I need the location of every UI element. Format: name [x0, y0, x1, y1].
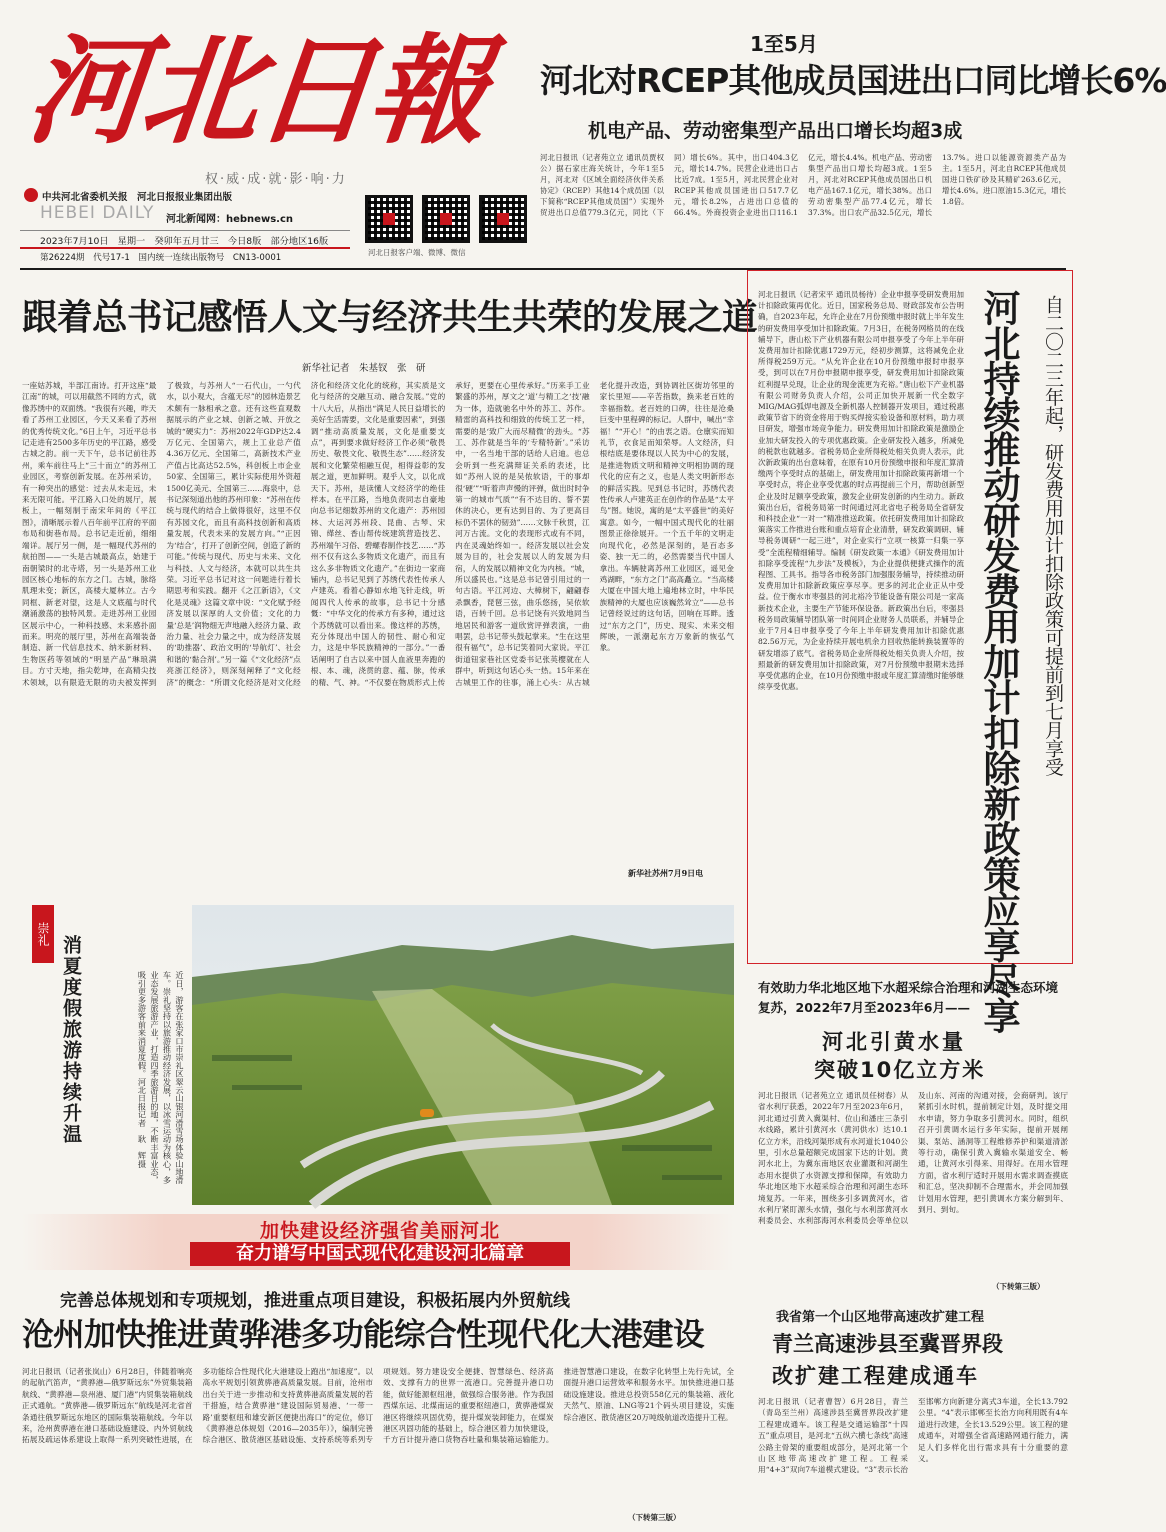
- lead-story-sign-off: 新华社苏州7月9日电: [628, 868, 704, 878]
- port-story-headline: 沧州加快推进黄骅港多功能综合性现代化大港建设: [22, 1317, 705, 1353]
- qr-caption: 河北日报客户端、微博、微信: [368, 248, 466, 257]
- port-story-continued: （下转第三版）: [628, 1513, 681, 1522]
- lead-story-byline: 新华社记者 朱基钗 张 研: [302, 363, 426, 374]
- website: 河北新闻网：hebnews.cn: [166, 214, 293, 225]
- port-story: [22, 1280, 734, 1526]
- featured-box-body: 河北日报讯（记者宋平 通讯员杨待）企业申报享受研发费用加计扣除政策再优化。近日，国家税务总局、财政部发布公告明确，自2023年起，允许企业在7月份预缴申报时就上半年发生的研发费用享受加计扣除政策。7月3日，在税务网格员的在线辅导下，唐山松下产业机器有限公司申报享受了今年上半年研发费用加计扣除优惠1729万元，经初步测算，这将减免企业所得税259万元。“从允许企业在10月份预缴申报时申报享受，到可以在7月份申报期申报享受，研发费用加计扣除政策红利提早兑现，让企业的现金流更为充裕。”唐山松下产业机器有限公司财务负责人介绍，公司正加快开展新一代全数字MIG/MAG弧焊电源及全新机器人控制器开发项目，通过税惠政策节省下的资金将用于购买焊接实验设备和原材料，助力项目研发，增强市场竞争能力。研发费用加计扣除政策是激励企业加大研发投入的专项优惠政策。企业研发投入越多，所减免的税款也就越多。省税务局企业所得税处相关负责人表示，此次新政策的出台意味着，在原有10月份预缴申报和年度汇算清缴两个享受时点的基础上，研发费用加计扣除政策再新增一个享受时点，将企业享受优惠的时点再提前三个月，帮助创新型企业及时足额享受政策，激发企业研发创新的内生动力。新政策出台后，省税务局第一时间通过河北省电子税务局全省研发和科技企业“一对一”精准推送政策。依托研发费用加计扣除政策落实工作推进台账和重点培育企业清册，研发政策调研、辅导税务调研“一起三进”，对企业实行“立项一核算一归集一享受”全流程精细辅导。编制《研发政策一本通》《研发费用加计扣除享受流程“九步法”及模板》，为企业提供便捷式操作的流程图、工具书。指导各市税务部门加强服务辅导，持续推动研发费用加计扣除新政策应享尽享。更多的河北企业正从中受益。位于衡水市枣强县的河北裕冷节能设备有限公司是一家高新技术企业，主要生产节能环保设备。新政策出台后，枣强县税务局政策辅导团队第一时间同企业财务人员联系，并辅导企业于7月4日申报享受了今年上半年研发费用加计扣除优惠82.56万元，为企业持续开展电机余力回收热能转换装置等的研发增添了底气。省税务局企业所得税处相关负责人介绍，按照最新的研发费用加计扣除政策，对7月份预缴申报期未选择享受优惠的企业，在10月份预缴申报或年度汇算清缴时能够继续享受优惠。: [758, 290, 964, 692]
- lead-story-headline: 跟着总书记感悟人文与经济共生共荣的发展之道: [22, 297, 758, 338]
- highway-story-headline-line1: 青兰高速涉县至冀晋界段: [772, 1332, 1003, 1356]
- motto: 权·威·成·就·影·响·力: [205, 172, 347, 187]
- water-story: [752, 978, 1068, 1300]
- newspaper-logo: 河北日報: [20, 21, 492, 160]
- date-line: 2023年7月10日 星期一 癸卯年五月廿三 今日8版 部分地区16版: [40, 236, 329, 247]
- water-story-kicker: 有效助力华北地区地下水超采综合治理和河湖生态环境复苏，2022年7月至2023年6月——: [758, 980, 1059, 1015]
- highway-story: [752, 1304, 1068, 1526]
- featured-box-headline-side: 自二〇二三年起，研发费用加计扣除政策可提前到七月享受: [1042, 295, 1064, 776]
- port-story-subhead: 完善总体规划和专项规划，推进重点项目建设，积极拓展内外贸航线: [60, 1291, 570, 1311]
- photo-title: 消夏度假旅游持续升温: [60, 935, 82, 1145]
- issue-line: 第26224期 代号17-1 国内统一连续出版物号 CN13-0001: [40, 253, 282, 263]
- qr-code-weibo-icon: [422, 195, 470, 243]
- lead-story: [22, 276, 758, 886]
- photo-feature: [22, 905, 734, 1205]
- water-story-continued: （下转第三版）: [992, 1282, 1045, 1291]
- photo-alpine-coaster: [192, 905, 734, 1205]
- masthead-rule: [20, 230, 350, 231]
- english-name: HEBEI DAILY: [40, 203, 155, 223]
- lead-story-body: 一座姑苏城，半部江南诗。打开这座“最江南”的城，可以用截然不同的方式，就像苏绣中的双面绣。“我很有兴趣，昨天看了苏州工业园区，今天又来看了苏州的优秀传统文化。”6日上午，习近平总书记走进有2500多年历史的平江路，感受古城之韵。前一天下午，总书记前往苏州，乘车前往马上“三十而立”的苏州工业园区，考察创新发展。在苏州采访，有一种突出的感觉：过去从未走远，未来无限可能。平江路入口处的展厅，展板上，一幅刻制于南宋年间的《平江图》，清晰展示着八百年前平江府的平面布局和街巷布局。总书记走近前，细细端详。展厅另一侧，是一幅现代苏州的航拍图——一头是古城最高点，始建于南朝梁时的北寺塔，另一头是苏州工业园区核心地标的东方之门。古城，脉络肌理未变；新区，高楼大厦林立。古今同框、新老对望，这是人文底蕴与时代潮涌激荡的独特风景。走进苏州工业园区展示中心，一种科技感、未来感扑面而来。明亮的展厅里，苏州在高端装备制造、新一代信息技术、纳米新材料、生物医药等领域的“明星产品”琳琅满目。方寸天地，指尖乾坤，在高精尖技术领域，以有限造无限的功夫被发挥到了极致，与苏州人“一石代山，一勺代水，以小观大，含蕴无尽”的园林造景艺术颇有一脉相承之意。还有这些直观数据展示的产业之城、创新之城、开放之城的“硬实力”：苏州2022年GDP达2.4万亿元、全国第六，规上工业总产值4.36万亿元、全国第二，高新技术产业产值占比高达52.5%，科创板上市企业50家、全国第三，累计实际使用外资超1500亿美元、全国第三……海泉中，总书记深刻道出他的苏州印象：“苏州在传统与现代的结合上做得很好，这里不仅有苏园文化，而且有高科技创新和高质量发展，代表未来的发展方向。”“正因为‘结合’，打开了创新空间，创造了新的可能。”传统与现代、历史与未来、文化与科技、人文与经济，本就可以共生共荣。习近平总书记对这一问题进行着长期思考和实践。翻开《之江新语》，《文化是灵魂》这篇文章中说：“文化赋予经济发展以深厚的人文价值；文化的力量‘总是’润物细无声地融入经济力量、政治力量、社会力量之中，成为经济发展的‘助推器’、政治文明的‘导航灯’、社会和谐的‘黏合剂’。”另一篇《“文化经济”点亮浙江经济》，则深刻阐释了“文化经济”的概念：“所谓文化经济是对文化经济化和经济文化化的统称，其实质是文化与经济的交融互动、融合发展。”党的十八大后，从指出“满足人民日益增长的美好生活需要，文化是重要因素”，到强调“推动高质量发展，文化是重要支点”，再到要求做好经济工作必须“敬畏历史、敬畏文化、敬畏生态”……经济发展和文化繁荣相融互促，相得益彰的发展之道，更加鲜明。观乎人文，以化成天下。苏州，是读懂人文经济学的绝佳样本。在平江路，当地负责同志自豪地向总书记细数苏州的文化遗产：苏州园林、大运河苏州段、昆曲、古琴、宋锦、缂丝、香山帮传统建筑营造技艺、苏州端午习俗、碧螺春制作技艺……“苏州不仅有这么多物质文化遗产，而且有这么多非物质文化遗产。”在街边一家商铺内，总书记见到了苏绣代表性传承人卢建英。看着心静如水地飞针走线，听闻四代人传承的故事，总书记十分感慨：“中华文化的传承方有多种，通过这个苏绣就可以看出来。像这样的苏绣，充分体现出中国人的韧性、耐心和定力，这是中华民族精神的一部分。”一番话阐明了自古以来中国人血液里奔跑的根、本、魂，浇贯的意、蕴、脉，传承的精、气、神。“不仅要在物质形式上传承好，更要在心里传承好。”历来手工业繁盛的苏州，厚文之‘道’与精工之‘技’融为一体，造就驰名中外的苏工、苏作。精雷的高科技和细致的传统工艺一样，需要的是‘致广大而尽精微’的劲头。“苏工、苏作就是当年的‘专精特新’。”采访中，一名当地干部的话给人启迪。也总会听到一些充满辩证关系的表述，比如“苏州人说的是吴侬软语，干的事却很‘硬’”“听着声声慢的评弹，做出时时争第一的城市气质”“有不达目的、誓不罢休的决心，更有达到目的、为了更高目标仍不罢休的韧劲”……文脉千秋贯，江河万古流。文化的表现形式或有不同，内在灵魂始终如一。经济发展以社会发展为目的，社会发展以人的发展为归宿，人的发展以精神文化为内核。“城，所以盛民也。”这是总书记曾引用过的一句古语。平江河边、大樟树下，翩翩春杀飘香，琵琶三弦，曲乐悠扬，吴依软语，百转千回。总书记饶有兴致地同当地居民和游客一道欣赏评弹表演，一曲唱罢，总书记带头鼓起掌来。“生在这里很有福气”，总书记笑着同大家说。平江街道钮家巷社区党委书记张英樱就在人群中，听到这句话心头一热。15年来在古城里工作的往事，涌上心头：从古城老化提升改造，到协调社区街坊邻里的家长里短——辛苦指数，换来老百姓的幸福指数。老百姓的口碑，往往是沧桑巨变中里程碑的标记。人群中，喊出“幸福！”“开心！”的由衷之语。仓廪实而知礼节，衣食足而知荣辱。人文经济，归根结底是要体现以人民为中心的发展，是推进物质文明和精神文明相协调的现代化的应有之义，也是人类文明新形态的鲜活实践。见到总书记时，苏绣代表性传承人卢建英正在创作的作品是“太平鸟”图。她说，寓的是“太平盛世”的美好寓意。如今，一幅中国式现代化的壮丽图景正徐徐展开。一个五千年的文明走向现代化，必然是深刻的，是百态多姿、独一无二的，必然需要当代中国人拿出。车辆驶离苏州工业园区，遥见金鸡湖畔，“东方之门”高高矗立。“当高楼大厦在中国大地上遍地林立时，中华民族精神的大厦也应该巍然耸立”——总书记曾经说过的这句话，回响在耳畔。透过“东方之门”，历史、现实、未来交相辉映，一派潮起东方万象新的恢弘气象。: [22, 381, 734, 687]
- photo-tag: 崇礼: [32, 905, 54, 963]
- photo-caption: 近日，游客在张家口市崇礼区翠云山银河滑雪场体验山地滑车。崇礼坚持以旅游推动经济发展，以冰雪运动为核心，多业态发展旅游产业，打造四季旅游目的地，不断丰富业态，吸引更多游客前来消夏度假。河北日报记者 耿 辉摄: [137, 971, 185, 1185]
- top-story: [540, 28, 1166, 264]
- top-story-kicker: 1至5月: [750, 32, 818, 56]
- top-story-headline: 河北对RCEP其他成员国进出口同比增长6%: [540, 61, 1166, 100]
- party-emblem-icon: [24, 188, 38, 202]
- water-story-headline-line1: 河北引黄水量: [822, 1030, 966, 1054]
- banner-line2: 奋力谱写中国式现代化建设河北篇章: [190, 1242, 570, 1266]
- featured-box-headline-main: 河北持续推动研发费用加计扣除新政策应享尽享: [977, 289, 1020, 1033]
- port-story-body: 河北日报讯（记者张岚山）6月28日，伴随着响亮的起航汽笛声，“黄骅港—俄罗斯远东”外贸集装箱航线、“黄骅港—泉州港、厦门港”内贸集装箱航线正式通航。“黄骅港—俄罗斯远东”航线是河北省首条通往俄罗斯远东地区的国际集装箱航线。今年以来，沧州黄骅港在港口基础设施建设、内外贸航线拓展及疏运体系建设上取得一系列突破性进展，在多功能综合性现代化大港建设上跑出“加速度”。以高水平规划引领黄骅港高质量发展。目前，沧州市出台关于进一步推动和支持黄骅港高质量发展的若干措施，结合黄骅港“建设国际贸易港、‘一带一路’重要枢纽和雄安新区便捷出海口”的定位，修订《黄骅港总体规划（2016—2035年）》，编制完善综合港区、散货港区基础设施、支持系统等系列专项规划。努力建设安全便捷、智慧绿色、经济高效、支撑有力的世界一流港口。完善提升港口功能，做好能源枢纽港，做强综合服务港。作为我国西煤东运、北煤南运的重要枢纽港口，黄骅港煤炭港区将继续巩固优势，提升煤炭装卸能力，在煤炭港区巩固功能的基础上，综合港区着力加快建设，千方百计提升港口货物吞吐量和集装箱运输能力。推进智慧港口建设，在数字化转型上先行先试，全面提升港口运营效率和服务水平。加快推进港口基础设施建设。推进总投资558亿元的集装箱、液化天然气、原油、LNG等21个码头项目建设，实施综合港区、散货港区20万吨级航道改造提升工程。: [22, 1367, 734, 1445]
- top-story-body: 河北日报讯（记者苑立立 通讯员贾权公）据石家庄海关统计，今年1至5月，河北对《区域全面经济伙伴关系协定》（RCEP）其他14个成员国（以下简称“RCEP其他成员国”）实现外贸进出口总值779.3亿元，同比（下同）增长6%。其中，出口404.3亿元，增长14.7%。民营企业进出口占比近7成。1至5月，河北民营企业对RCEP其他成员国进出口517.7亿元，增长8.2%，占进出口总值的66.4%。外商投资企业进出口116.1亿元，增长4.4%。机电产品、劳动密集型产品出口增长均超3成。1至5月，河北对RCEP其他成员国出口机电产品167.1亿元，增长38%。出口劳动密集型产品77.4亿元，增长37.3%。出口农产品32.5亿元，增长13.7%。进口以能源资源类产品为主。1至5月，河北自RCEP其他成员国进口铁矿砂及其精矿263.6亿元，增长4.6%。进口原油15.3亿元，增长1.8倍。: [540, 153, 1066, 217]
- qr-code-wechat-icon: [479, 195, 527, 243]
- highway-story-kicker: 我省第一个山区地带高速改扩建工程: [776, 1310, 985, 1325]
- masthead-red-rule: [20, 247, 350, 249]
- banner-line1: 加快建设经济强省美丽河北: [259, 1220, 500, 1242]
- top-story-subhead: 机电产品、劳动密集型产品出口增长均超3成: [588, 120, 963, 142]
- qr-code-app-icon: [365, 195, 413, 243]
- campaign-banner: [22, 1214, 734, 1270]
- sponsor-line: 中共河北省委机关报 河北日报报业集团出版: [42, 192, 233, 203]
- highway-story-headline-line2: 改扩建工程建成通车: [772, 1364, 979, 1388]
- water-story-body: 河北日报讯（记者苑立立 通讯员任树春）从省水利厅获悉，2022年7月至2023年6月，河北通过引黄入冀渠村、位山和潘庄三条引水线路，累计引黄河水（黄河供水）达10.1亿立方米，沿线河渠形成有水河道长1040公里，引水总量超额完成国家下达的计划。黄河水北上，为冀东南地区农业灌溉和河湖生态用水提供了水资源支撑和保障，有效助力华北地区地下水超采综合治理和河湖生态环境复苏。一年来，围绕多引多调黄河水，省水利厅紧盯源头水情，强化与水利部黄河水利委员会、水利部海河水利委员会等单位以及山东、河南的沟通对接，会商研判。该厅紧抓引水时机，提前制定计划，及时提交用水申请，努力争取多引黄河水。同时，组织召开引黄调水运行多年实际，提前开展闸渠、泵站、涵洞等工程维修养护和渠道清淤等行动，确保引黄入冀输水渠道安全、畅通，让黄河水引得来、用得好。在用水管理方面，省水利厅适时开展用水需求调查摸底和汇总，坚决抑制不合理需水，并会同加强计划用水管理，把引黄调水方案分解到年、到月、到旬。: [758, 1091, 1068, 1226]
- highway-story-body: 河北日报讯（记者曹智）6月28日，青兰（青岛至兰州）高速涉县至冀晋界段改扩建工程建成通车。该工程是交通运输部“十四五”重点项目，是河北“五纵六横七条线”高速公路主骨架的重要组成部分，是河北第一个山区地带高速改扩建工程。工程采用“4+3”双向7车道模式建设。“3”表示长治至邯郸方向新建分离式3车道，全长13.792公里。“4”表示邯郸至长治方向利用既有4车道进行改建，全长13.529公里。该工程的建成通车，对增强全省高速路网通行能力，满足人们多样化出行需求具有十分重要的意义。: [758, 1397, 1068, 1475]
- water-story-headline-line2: 突破10亿立方米: [814, 1058, 986, 1082]
